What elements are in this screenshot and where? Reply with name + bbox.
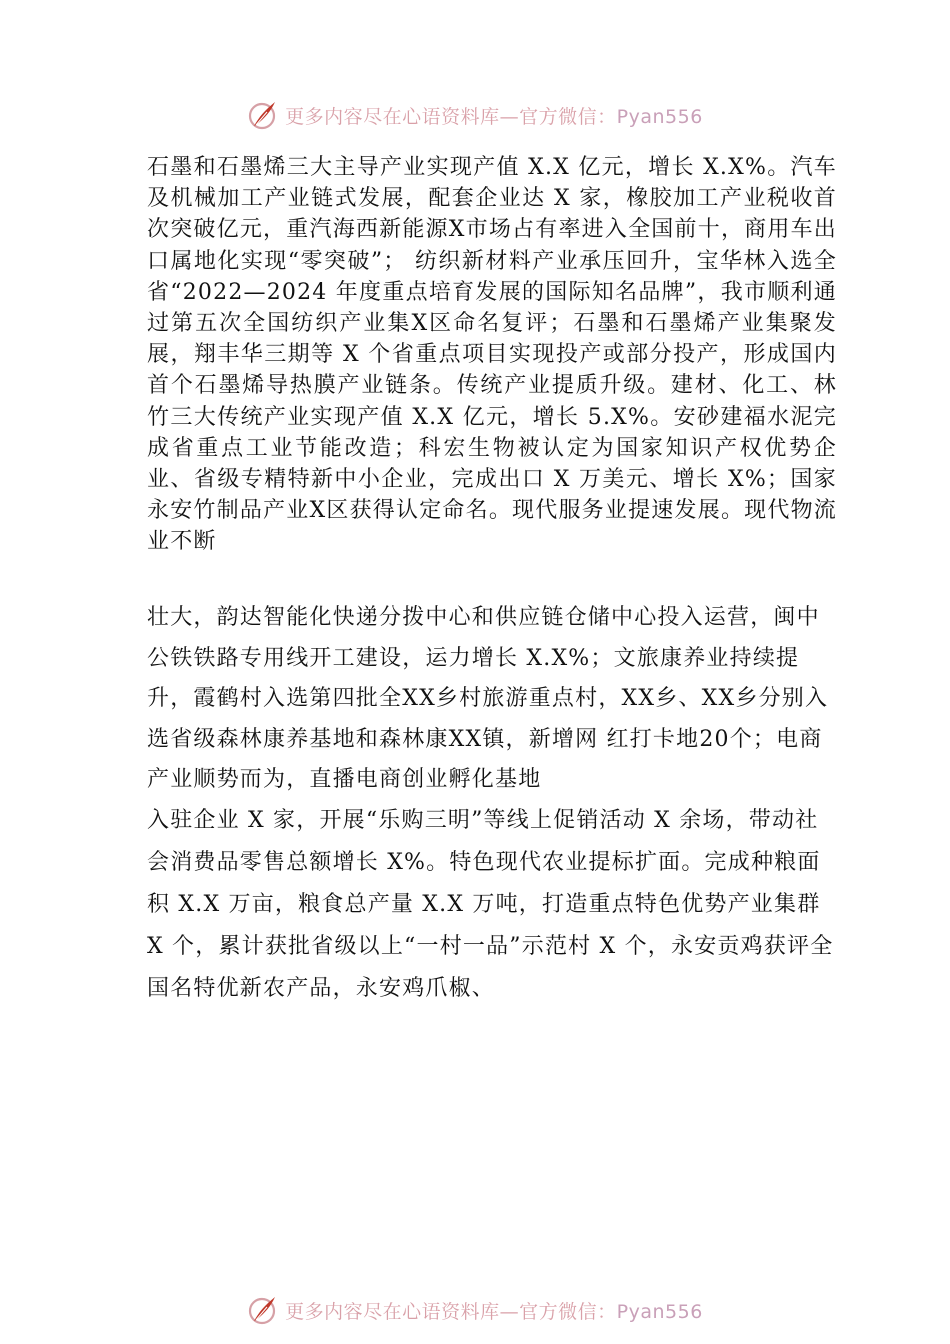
body-paragraph-2: 壮大，韵达智能化快递分拨中心和供应链仓储中心投入运营，闽中公铁铁路专用线开工建设，运力增长 X.X%；文旅康养业持续提升，霞鹤村入选第四批全XX乡村旅游重点村，XX乡、XX乡分别入选省级森林康养基地和森林康XX镇，新增网 红打卡地20个；电商产业顺势而为，直播电商创业孵化基地 bbox=[147, 605, 829, 792]
body-paragraph-1: 石墨和石墨烯三大主导产业实现产值 X.X 亿元，增长 X.X%。汽车及机械加工产业链式发展，配套企业达 X 家，橡胶加工产业税收首次突破亿元，重汽海西新能源X市场占有率进入全国前十，商用车出口属地化实现“零突破”； 纺织新材料产业承压回升，宝华林入选全省“2022—2024 年度重点培育发展的国际知名品牌”，我市顺利通过第五次全国纺织产业集X区命名复评；石墨和石墨烯产业集聚发展，翔丰华三期等 X 个省重点项目实现投产或部分投产，形成国内首个石墨烯导热膜产业链条。传统产业提质升级。建材、化工、林竹三大传统产业实现产值 X.X 亿元，增长 5.X%。安砂建福水泥完成省重点工业节能改造；科宏生物被认定为国家知识产权优势企业、省级专精特新中小企业，完成出口 X 万美元、增长 X%；国家永安竹制品产业X区获得认定命名。现代服务业提速发展。现代物流业不断 bbox=[147, 155, 837, 555]
header-watermark bbox=[0, 95, 950, 135]
body-paragraph-3: 入驻企业 X 家，开展“乐购三明”等线上促销活动 X 余场，带动社会消费品零售总额增长 X%。特色现代农业提标扩面。完成种粮面积 X.X 万亩，粮食总产量 X.X 万吨，打造重点特色优势产业集群 X 个，累计获批省级以上“一村一品”示范村 X 个，永安贡鸡获评全国名特优新农产品，永安鸡爪椒、 bbox=[147, 808, 834, 1001]
watermark-wechat-id: Pyan556 bbox=[616, 1300, 703, 1323]
watermark-text: 更多内容尽在心语资料库—官方微信： bbox=[285, 1300, 617, 1323]
watermark-text: 更多内容尽在心语资料库—官方微信： bbox=[285, 105, 617, 128]
watermark-wechat-id: Pyan556 bbox=[616, 105, 703, 128]
quill-logo-icon bbox=[247, 99, 279, 131]
quill-logo-icon bbox=[247, 1294, 279, 1326]
footer-watermark bbox=[0, 1290, 950, 1330]
